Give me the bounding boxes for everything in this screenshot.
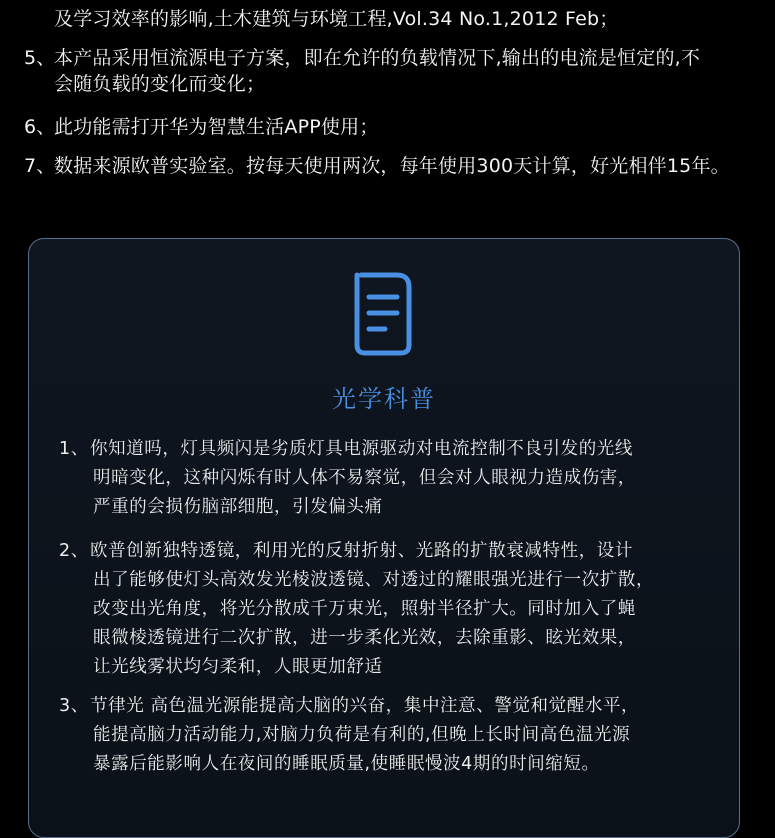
footnote-line: 数据来源欧普实验室。按每天使用两次，每年使用300天计算，好光相伴15年。 [54, 155, 730, 177]
item-line: 你知道吗，灯具频闪是劣质灯具电源驱动对电流控制不良引发的光线 [90, 439, 633, 459]
optics-info-card [28, 238, 740, 838]
document-icon [351, 267, 417, 359]
card-item-2 [29, 537, 741, 687]
footnote-number: 6、 [24, 116, 56, 138]
item-line: 改变出光角度，将光分散成千万束光，照射半径扩大。同时加入了蝇 [93, 599, 636, 619]
item-line: 暴露后能影响人在夜间的睡眠质量,使睡眠慢波4期的时间缩短。 [93, 754, 600, 774]
item-line: 让光线雾状均匀柔和，人眼更加舒适 [93, 657, 383, 677]
footnote-number: 5、 [24, 47, 56, 69]
item-line: 出了能够使灯头高效发光棱波透镜、对透过的耀眼强光进行一次扩散， [93, 570, 655, 590]
item-number: 2、 [59, 541, 89, 561]
footnote-5 [0, 45, 775, 97]
footnote-line: 本产品采用恒流源电子方案，即在允许的负载情况下,输出的电流是恒定的,不 [54, 47, 701, 69]
footnote-cont [0, 6, 775, 32]
card-title: 光学科普 [332, 385, 436, 413]
item-number: 3、 [59, 696, 89, 716]
footnote-number: 7、 [24, 155, 56, 177]
item-line: 眼微棱透镜进行二次扩散，进一步柔化光效，去除重影、眩光效果， [93, 628, 636, 648]
footnote-line: 及学习效率的影响,土木建筑与环境工程,Vol.34 No.1,2012 Feb； [54, 8, 619, 30]
item-line: 明暗变化，这种闪烁有时人体不易察觉，但会对人眼视力造成伤害， [93, 468, 636, 488]
card-item-3 [29, 692, 741, 782]
item-line: 严重的会损伤脑部细胞，引发偏头痛 [93, 497, 383, 517]
item-line: 能提高脑力活动能力,对脑力负荷是有利的,但晚上长时间高色温光源 [93, 725, 631, 745]
footnote-line: 此功能需打开华为智慧生活APP使用； [54, 116, 379, 138]
item-number: 1、 [59, 439, 89, 459]
footnote-7 [0, 153, 775, 179]
footnote-line: 会随负载的变化而变化； [54, 73, 266, 95]
footnote-6 [0, 114, 775, 140]
item-line: 欧普创新独特透镜，利用光的反射折射、光路的扩散衰减特性，设计 [90, 541, 633, 561]
item-line: 节律光 高色温光源能提高大脑的兴奋，集中注意、警觉和觉醒水平， [90, 696, 640, 716]
card-item-1 [29, 435, 741, 525]
